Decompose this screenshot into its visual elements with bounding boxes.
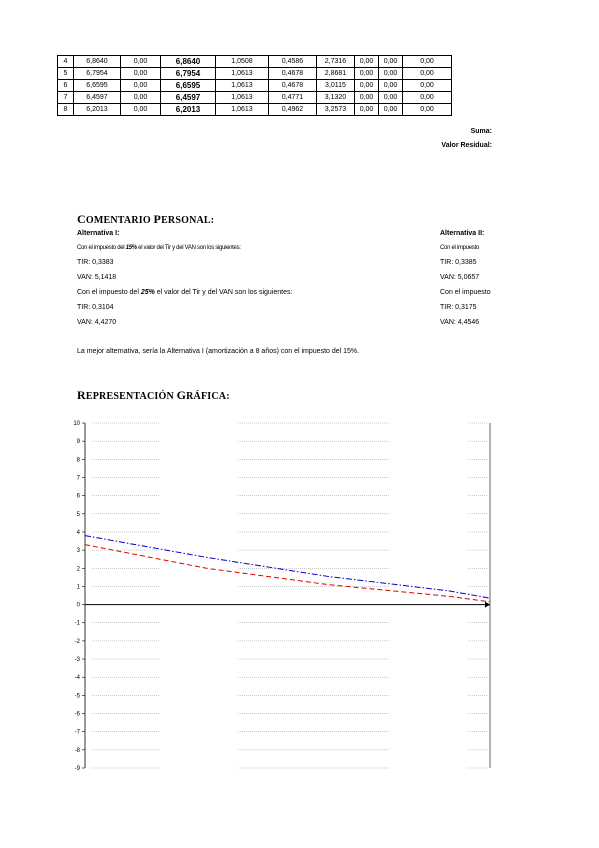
table-cell: 0,00 <box>121 92 161 104</box>
conclusion-text: La mejor alternativa, sería la Alternativa I (amortización a 8 años) con el impuesto del 15%. <box>77 348 360 355</box>
table-cell: 1,0613 <box>216 104 269 116</box>
y-tick-label: -5 <box>74 693 80 700</box>
table-cell: 0,00 <box>379 68 403 80</box>
table-cell: 0,00 <box>379 80 403 92</box>
y-tick-label: -7 <box>74 729 80 736</box>
alt1-van2: VAN: 4,4270 <box>77 319 117 326</box>
grafica-heading: REPRESENTACIÓN GRÁFICA: <box>77 388 230 402</box>
table-cell: 0,00 <box>355 56 379 68</box>
table-cell: 8 <box>58 104 74 116</box>
suma-label: Suma: <box>470 128 492 135</box>
table-cell: 6,6595 <box>74 80 121 92</box>
alt1-van1: VAN: 5,1418 <box>77 274 117 281</box>
y-tick-label: 7 <box>76 475 80 482</box>
alt1-tir2: TIR: 0,3104 <box>77 304 114 311</box>
y-tick-label: 2 <box>76 566 80 573</box>
table-cell: 6,4597 <box>161 92 216 104</box>
y-tick-label: 10 <box>73 421 80 427</box>
table-cell: 6,2013 <box>74 104 121 116</box>
table-cell: 0,00 <box>355 104 379 116</box>
table-cell: 6 <box>58 80 74 92</box>
table-cell: 0,00 <box>355 68 379 80</box>
y-tick-label: 1 <box>76 584 80 591</box>
table-cell: 7 <box>58 92 74 104</box>
table-cell: 0,4678 <box>269 80 317 92</box>
y-tick-label: -1 <box>74 620 80 627</box>
table-cell: 6,8640 <box>74 56 121 68</box>
table-cell: 0,4678 <box>269 68 317 80</box>
alt1-tir1: TIR: 0,3383 <box>77 259 114 266</box>
table-cell: 0,00 <box>355 92 379 104</box>
alt2-van1: VAN: 5,0657 <box>440 274 480 281</box>
table-cell: 6,2013 <box>161 104 216 116</box>
table-cell: 3,2573 <box>317 104 355 116</box>
y-tick-label: -9 <box>74 766 80 772</box>
table-cell: 0,00 <box>379 104 403 116</box>
table-cell: 0,00 <box>379 56 403 68</box>
table-cell: 3,1320 <box>317 92 355 104</box>
series-line <box>85 545 490 602</box>
y-tick-label: 8 <box>76 457 80 464</box>
alt2-van2: VAN: 4,4546 <box>440 319 480 326</box>
y-tick-label: 9 <box>76 439 80 446</box>
y-tick-label: 4 <box>76 529 80 536</box>
table-cell: 1,0613 <box>216 92 269 104</box>
table-cell: 0,00 <box>403 92 452 104</box>
alt2-line1: Con el impuesto <box>440 245 479 251</box>
y-tick-label: 6 <box>76 493 80 500</box>
table-cell: 0,00 <box>403 68 452 80</box>
table-cell: 0,00 <box>121 80 161 92</box>
table-cell: 6,6595 <box>161 80 216 92</box>
table-cell: 0,00 <box>403 56 452 68</box>
comentario-heading: COMENTARIO PERSONAL: <box>77 212 215 226</box>
y-tick-label: -6 <box>74 711 80 718</box>
table-cell: 0,00 <box>121 104 161 116</box>
table-cell: 6,4597 <box>74 92 121 104</box>
table-cell: 0,00 <box>121 68 161 80</box>
alt1-line1: Con el impuesto del 15% el valor del Tir y del VAN son los siguientes: <box>77 245 241 251</box>
table-cell: 2,7316 <box>317 56 355 68</box>
table-cell: 4 <box>58 56 74 68</box>
table-cell: 0,00 <box>403 80 452 92</box>
table-cell: 0,4962 <box>269 104 317 116</box>
series-line <box>85 536 490 599</box>
y-tick-label: 5 <box>76 511 80 518</box>
table-cell: 6,8640 <box>161 56 216 68</box>
table-cell: 3,0115 <box>317 80 355 92</box>
alt2-tir2: TIR: 0,3175 <box>440 304 477 311</box>
alt1-line2: Con el impuesto del 25% el valor del Tir y del VAN son los siguientes: <box>77 289 293 296</box>
y-tick-label: -8 <box>74 747 80 754</box>
y-tick-label: -2 <box>74 638 80 645</box>
alt2-title: Alternativa II: <box>440 230 485 237</box>
table-cell: 0,00 <box>121 56 161 68</box>
table-cell: 1,0613 <box>216 80 269 92</box>
y-tick-label: -3 <box>74 657 80 664</box>
table-cell: 1,0613 <box>216 68 269 80</box>
alt2-line2: Con el impuesto <box>440 289 491 296</box>
table-cell: 0,00 <box>355 80 379 92</box>
table-cell: 0,00 <box>379 92 403 104</box>
alt1-title: Alternativa I: <box>77 230 120 237</box>
table-cell: 6,7954 <box>161 68 216 80</box>
table-cell: 0,00 <box>403 104 452 116</box>
table-cell: 1,0508 <box>216 56 269 68</box>
table-cell: 2,8681 <box>317 68 355 80</box>
residual-label: Valor Residual: <box>441 142 492 149</box>
alt2-tir1: TIR: 0,3385 <box>440 259 477 266</box>
table-cell: 0,4771 <box>269 92 317 104</box>
table-cell: 6,7954 <box>74 68 121 80</box>
y-tick-label: 0 <box>76 602 80 609</box>
y-tick-label: -4 <box>74 675 80 682</box>
y-tick-label: 3 <box>76 548 80 555</box>
x-axis-arrow <box>485 602 490 608</box>
table-cell: 0,4586 <box>269 56 317 68</box>
table-cell: 5 <box>58 68 74 80</box>
